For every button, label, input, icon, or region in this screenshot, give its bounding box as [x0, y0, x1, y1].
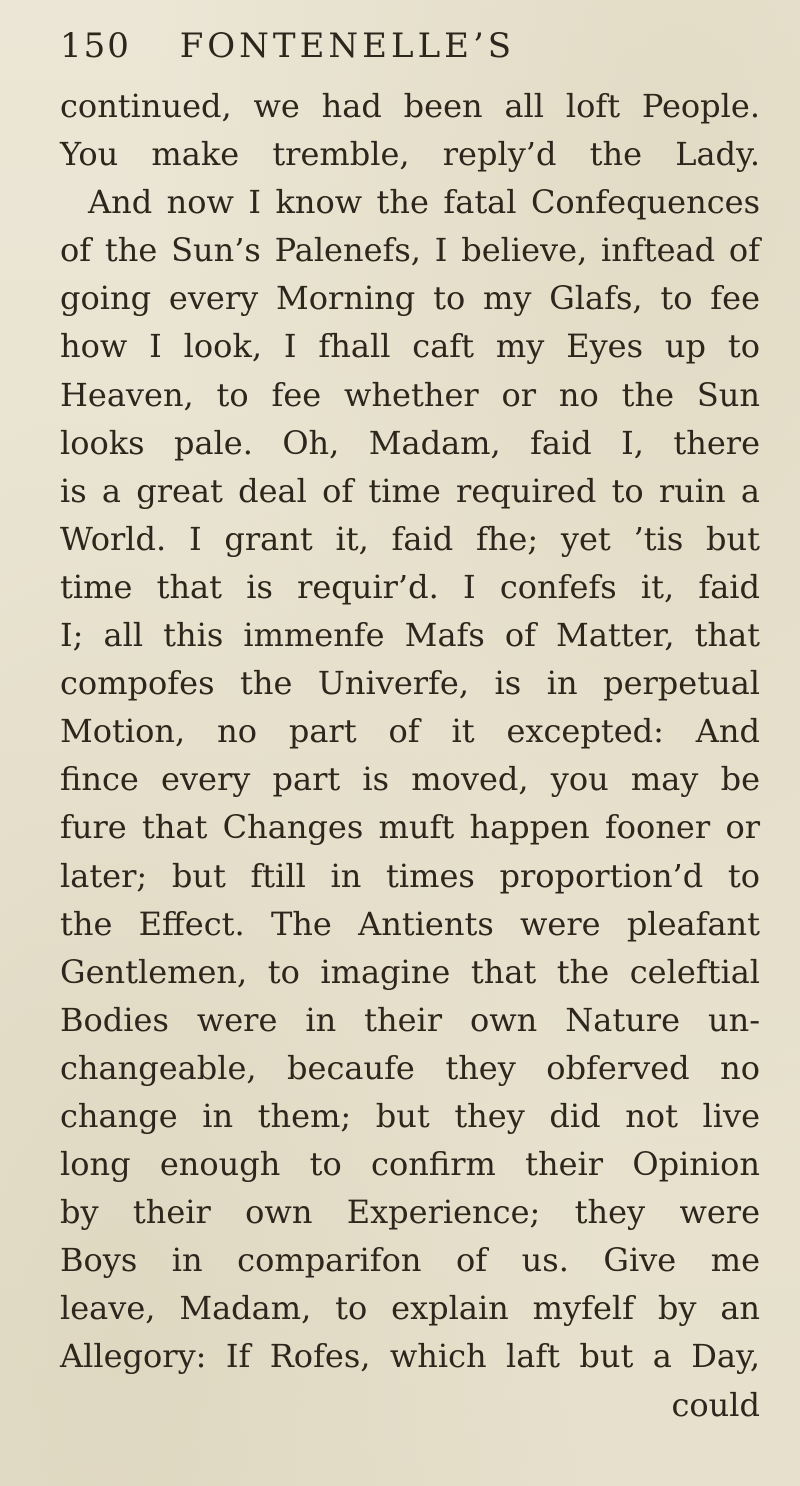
running-title: FONTENELLE’S	[179, 26, 516, 66]
text-line: Heaven, to fee whether or no the Sun	[60, 375, 760, 414]
text-line: time that is requir’d. I confefs it, faid	[60, 567, 760, 606]
body-text	[60, 82, 760, 1429]
text-line: Allegory: If Rofes, which laft but a Day,	[60, 1337, 760, 1376]
text-line: continued, we had been all loft People.	[60, 87, 760, 125]
text-line: the Effect. The Antients were pleafant	[60, 904, 760, 943]
page-number: 150	[60, 26, 131, 66]
text-line: later; but ftill in times proportion’d to	[60, 856, 760, 895]
text-line: how I look, I fhall caft my Eyes up to	[60, 327, 760, 366]
text-line: of the Sun’s Palenefs, I believe, inftead of	[60, 231, 760, 270]
text-line: long enough to confirm their Opinion	[60, 1145, 760, 1184]
text-line: changeable, becaufe they obferved no	[60, 1048, 760, 1087]
text-line: Bodies were in their own Nature un-	[60, 1000, 760, 1039]
text-line: fince every part is moved, you may be	[60, 760, 760, 799]
text-line: And now I know the fatal Confequences	[88, 183, 760, 222]
text-line: fure that Changes muft happen fooner or	[60, 808, 760, 847]
running-head	[60, 26, 515, 66]
text-line: Boys in comparifon of us. Give me	[60, 1241, 760, 1280]
catchword: could	[671, 1385, 760, 1424]
text-line: I; all this immenfe Mafs of Matter, that	[60, 616, 760, 655]
text-line: is a great deal of time required to ruin a	[60, 471, 760, 510]
text-line: leave, Madam, to explain myfelf by an	[60, 1289, 760, 1328]
text-line: going every Morning to my Glafs, to fee	[60, 279, 760, 318]
text-line: by their own Experience; they were	[60, 1193, 760, 1232]
text-line: World. I grant it, faid fhe; yet ’tis but	[60, 519, 760, 558]
text-line: You make tremble, reply’d the Lady.	[60, 135, 760, 174]
text-line: looks pale. Oh, Madam, faid I, there	[60, 423, 760, 462]
text-line: Gentlemen, to imagine that the celeftial	[60, 952, 760, 991]
text-line: compofes the Univerfe, is in perpetual	[60, 664, 760, 703]
text-line: Motion, no part of it excepted: And	[60, 712, 760, 751]
text-line: change in them; but they did not live	[60, 1096, 760, 1135]
